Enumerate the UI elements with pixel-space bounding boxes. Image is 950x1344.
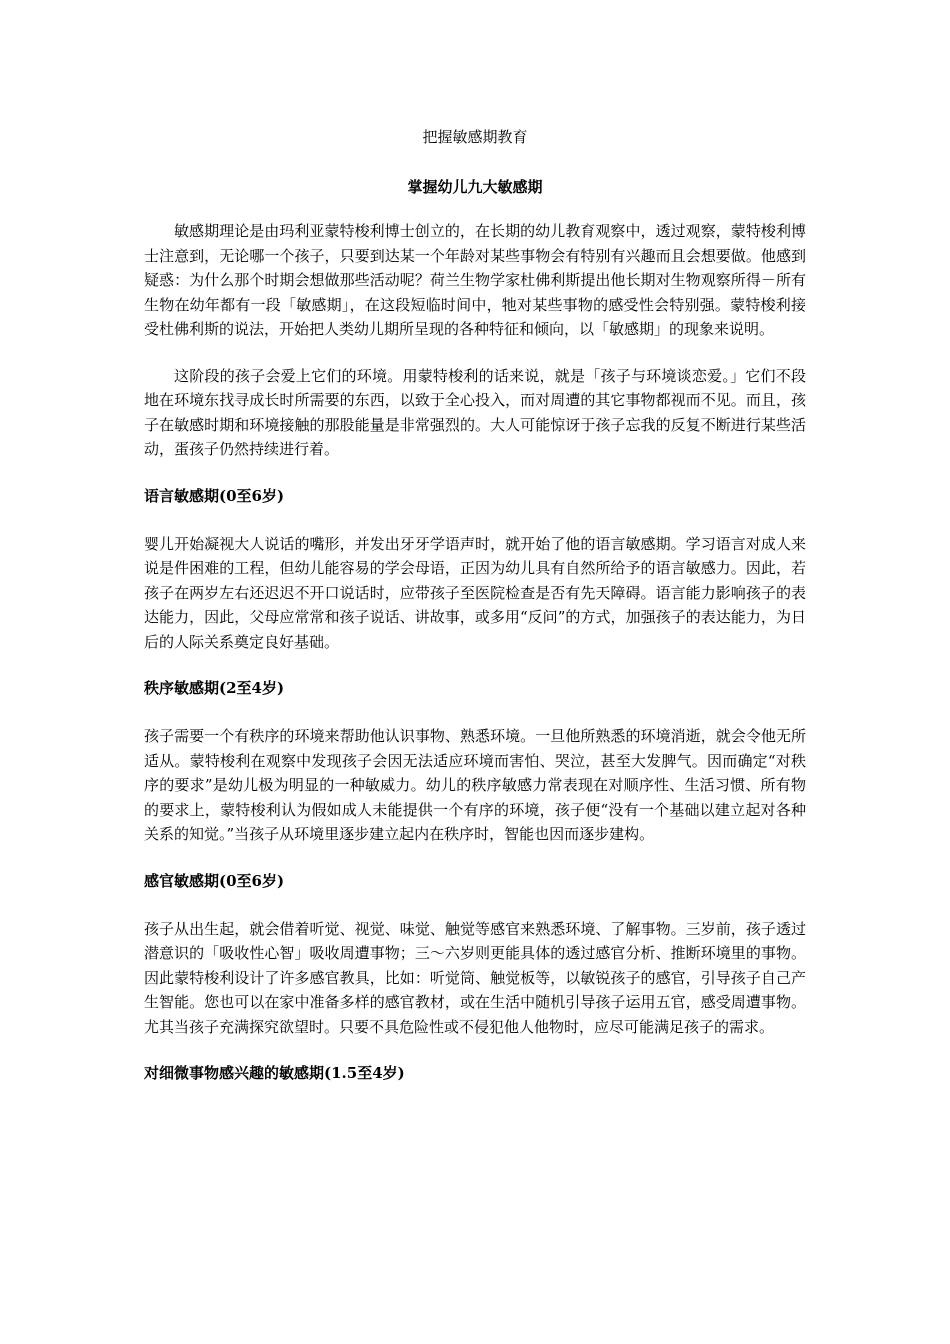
section-heading-senses: 感官敏感期(0至6岁)	[144, 871, 285, 890]
section-heading-language: 语言敏感期(0至6岁)	[144, 486, 285, 505]
document-page	[144, 125, 806, 1109]
section-heading-order: 秩序敏感期(2至4岁)	[144, 679, 285, 697]
section-body-order: 孩子需要一个有秩序的环境来帮助他认识事物、熟悉环境。一旦他所熟悉的环境消逝，就会令他无所适从。蒙特梭利在观察中发现孩子会因无法适应环境而害怕、哭泣，甚至大发脾气。因而确定“对秩序的要求”是幼儿极为明显的一种敏威力。幼儿的秩序敏感力常表现在对顺序性、生活习惯、所有物的要求上，蒙特梭利认为假如成人未能提供一个有序的环境，孩子便“没有一个基础以建立起对各种关系的知觉。”当孩子从环境里逐步建立起内在秩序时，智能也因而逐步建构。	[144, 727, 806, 843]
intro-paragraph: 这阶段的孩子会爱上它们的环境。用蒙特梭利的话来说，就是「孩子与环境谈恋爱。」它们不段地在环境东找寻成长时所需要的东西，以致于全心投入，而对周遭的其它事物都视而不见。而且，孩子在敏感时期和环境接触的那股能量是非常强烈的。大人可能惊讶于孩子忘我的反复不断进行某些活动，蛋孩子仍然持续进行着。	[144, 366, 806, 458]
section-body-senses: 孩子从出生起，就会借着听觉、视觉、味觉、触觉等感官来熟悉环境、了解事物。三岁前，孩子透过潜意识的「吸收性心智」吸收周遭事物；三～六岁则更能具体的透过感官分析、推断环境里的事物。因此蒙特梭利设计了许多感官教具，比如：听觉筒、触觉板等，以敏锐孩子的感官，引导孩子自己产生智能。您也可以在家中准备多样的感官教材，或在生活中随机引导孩子运用五官，感受周遭事物。尤其当孩子充满探究欲望时。只要不具危险性或不侵犯他人他物时，应尽可能满足孩子的需求。	[144, 919, 806, 1036]
intro-paragraph: 敏感期理论是由玛利亚蒙特梭利博士创立的，在长期的幼儿教育观察中，透过观察，蒙特梭利博士注意到，无论哪一个孩子，只要到达某一个年龄对某些事物会有特别有兴趣而且会想要做。他感到疑惑：为什么那个时期会想做那些活动呢？荷兰生物学家杜佛利斯提出他长期对生物观察所得－所有生物在幼年都有一段「敏感期」，在这段短临时间中，牠对某些事物的感受性会特别强。蒙特梭利接受杜佛利斯的说法，开始把人类幼儿期所呈现的各种特征和倾向，以「敏感期」的现象来说明。	[144, 222, 806, 338]
section-body-language: 婴儿开始凝视大人说话的嘴形，并发出牙牙学语声时，就开始了他的语言敏感期。学习语言对成人来说是件困难的工程，但幼儿能容易的学会母语，正因为幼儿具有自然所给予的语言敏感力。因此，若孩子在两岁左右还迟迟不开口说话时，应带孩子至医院检查是否有先天障碍。语言能力影响孩子的表达能力，因此，父母应常常和孩子说话、讲故事，或多用“反问”的方式，加强孩子的表达能力，为日后的人际关系奠定良好基础。	[144, 534, 806, 651]
document-title: 把握敏感期教育	[422, 128, 528, 146]
section-heading-small-objects: 对细微事物感兴趣的敏感期(1.5至4岁)	[144, 1064, 405, 1082]
document-subtitle: 掌握幼儿九大敏感期	[407, 178, 543, 196]
